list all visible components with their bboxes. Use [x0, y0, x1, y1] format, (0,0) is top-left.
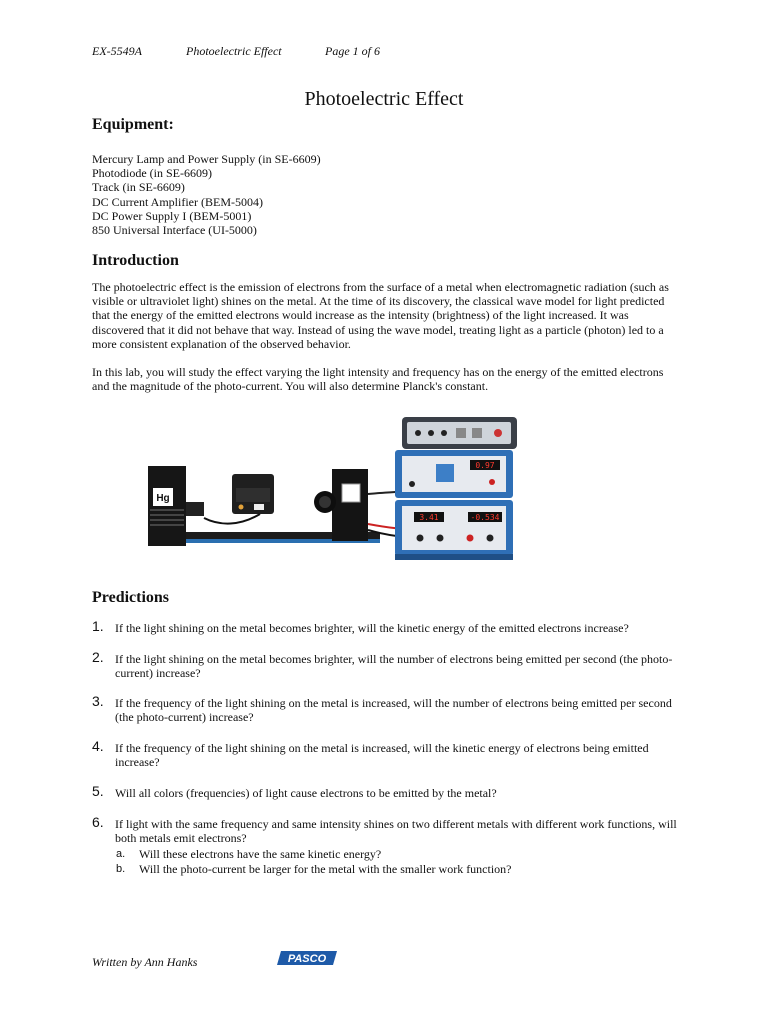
prediction-number: 4.: [92, 738, 104, 754]
prediction-item: [92, 738, 692, 770]
prediction-text: If light with the same frequency and same intensity shines on two different metals with different work functions, will both metals emit electrons?: [115, 817, 677, 846]
prediction-text: Will all colors (frequencies) of light cause electrons to be emitted by the metal?: [115, 786, 497, 800]
footer-author: Written by Ann Hanks: [92, 955, 198, 969]
amplifier-readout: 0.97: [475, 461, 495, 470]
equipment-item: 850 Universal Interface (UI-5000): [92, 223, 257, 238]
prediction-number: 6.: [92, 814, 104, 830]
page-title: Photoelectric Effect: [304, 88, 464, 110]
equipment-list: [92, 152, 321, 237]
pasco-logo: [277, 951, 337, 965]
intro-paragraph-2: In this lab, you will study the effect varying the light intensity and frequency has on the energy of the emitted electrons and the magnitude of the photo-current. You will also determine Planck's constant.: [92, 365, 664, 394]
subitem-text: Will the photo-current be larger for the metal with the smaller work function?: [139, 862, 512, 876]
prediction-item: [92, 618, 692, 635]
photodiode-housing: [332, 469, 368, 541]
prediction-text: If the light shining on the metal becomes brighter, will the number of electrons being emitted per second (the photo-current) increase?: [115, 652, 673, 681]
header-doc-title: Photoelectric Effect: [186, 44, 282, 58]
equipment-item: Mercury Lamp and Power Supply (in SE-6609): [92, 152, 321, 166]
prediction-item: [92, 693, 692, 725]
subitem-text: Will these electrons have the same kinetic energy?: [139, 847, 382, 861]
apparatus-figure: [120, 414, 575, 579]
prediction-number: 2.: [92, 649, 104, 665]
prediction-number: 1.: [92, 618, 104, 634]
prediction-text: If the frequency of the light shining on the metal is increased, will the kinetic energy of electrons being emitted increase?: [115, 741, 649, 770]
apparatus-illustration: [120, 414, 575, 579]
equipment-heading: Equipment:: [92, 116, 174, 133]
prediction-number: 5.: [92, 783, 104, 799]
subitem-letter: b.: [116, 863, 126, 875]
equipment-item: DC Power Supply I (BEM-5001): [92, 208, 252, 223]
equipment-item: Track (in SE-6609): [92, 180, 185, 195]
header-page-number: Page 1 of 6: [325, 44, 380, 58]
predictions-heading: Predictions: [92, 589, 170, 606]
prediction-subitem: [116, 862, 512, 876]
prediction-item: [92, 649, 692, 681]
current-readout: -0.534: [470, 513, 500, 522]
prediction-number: 3.: [92, 693, 104, 709]
prediction-text: If the light shining on the metal becomes brighter, will the kinetic energy of the emitted electrons increase?: [115, 621, 629, 635]
lamp-aperture: [186, 502, 204, 516]
introduction-heading: Introduction: [92, 252, 179, 269]
prediction-subitem: [116, 847, 381, 861]
voltage-readout: 3.41: [419, 513, 439, 522]
equipment-item: Photodiode (in SE-6609): [92, 166, 212, 181]
lamp-label: Hg: [156, 493, 170, 504]
prediction-item: [92, 783, 692, 800]
logo-text: PASCO: [287, 953, 327, 965]
subitem-letter: a.: [116, 848, 126, 860]
header-doc-id: EX-5549A: [92, 44, 142, 58]
prediction-text: If the frequency of the light shining on the metal is increased, will the number of electrons being emitted per second (the photo-current) increase?: [115, 696, 672, 725]
prediction-item: [92, 814, 692, 846]
intro-paragraph-1: The photoelectric effect is the emission of electrons from the surface of a metal when electromagnetic radiation (such as visible or ultraviolet light) shines on the metal. At the time of its discovery, the classical wave model for light predicted that the energy of the emitted electrons would increase as the intensity (brightness) of the light increased. It was discovered that it did not behave that way. Instead of using the wave model, treating light as a particle (photon) led to a more consistent explanation of the observed behavior.: [92, 280, 669, 351]
equipment-item: DC Current Amplifier (BEM-5004): [92, 194, 263, 209]
